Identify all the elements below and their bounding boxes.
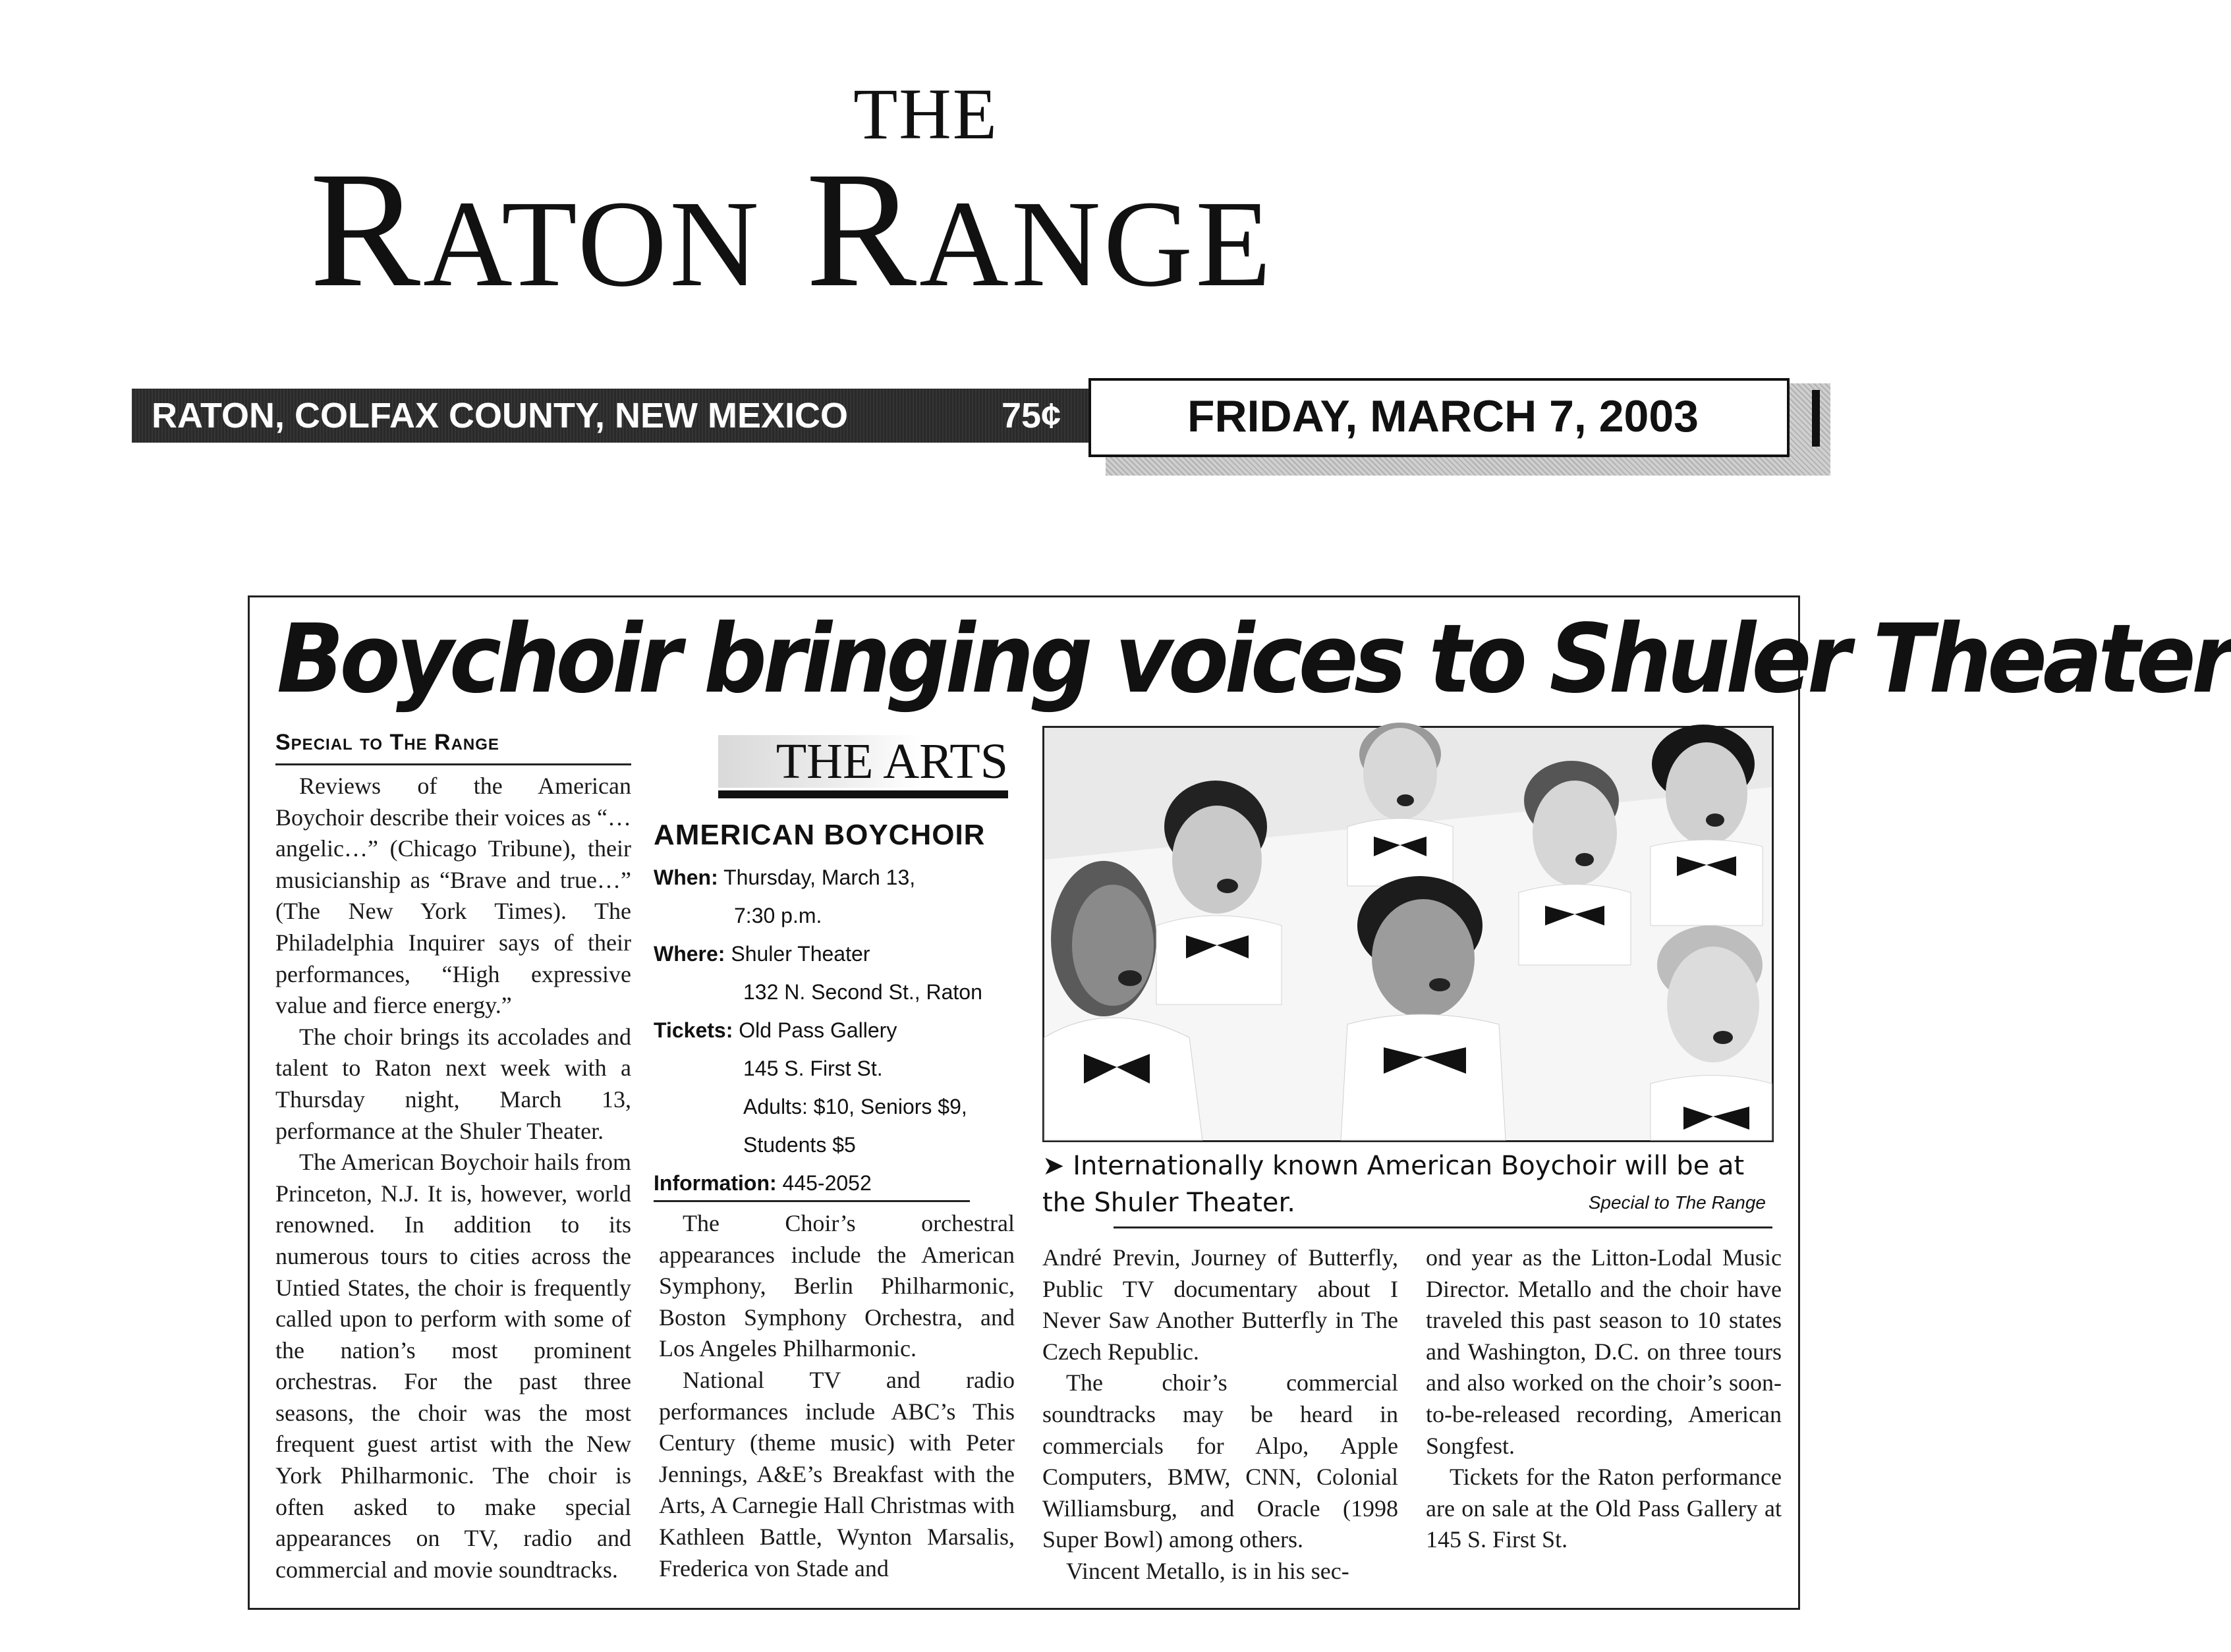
masthead-r1: R xyxy=(310,137,424,321)
article-headline: Boychoir bringing voices to Shuler Theater xyxy=(277,603,2231,714)
article-column-4 xyxy=(1426,1242,1782,1556)
choir-photo-illustration xyxy=(1044,728,1772,1140)
when-line xyxy=(654,864,915,891)
caption-text: Internationally known American Boychoir will be at the Shuler Theater. xyxy=(1042,1151,1745,1218)
paragraph: The Choir’s orchestral appearances include the American Symphony, Berlin Philharmonic, Boston Symphony Orchestra, and Los Angeles Philharmonic. xyxy=(659,1210,1015,1362)
photo-credit: Special to The Range xyxy=(1588,1192,1766,1213)
paragraph: ond year as the Litton-Lodal Music Director. Metallo and the choir have traveled this past season to 10 states and Washington, D.C. on three tours and also worked on the choir’s soon-to-be-released recording, American Songfest. xyxy=(1426,1244,1782,1459)
tickets-label: Tickets: xyxy=(654,1018,733,1042)
paragraph: National TV and radio performances include ABC’s This Century (theme music) with Peter Jennings, A&E’s Breakfast with the Arts, A Carnegie Hall Christmas with Kathleen Battle, Wynton Marsalis, Frederica von Stade and xyxy=(659,1366,1015,1582)
when-time: 7:30 p.m. xyxy=(734,904,822,927)
where-venue: Shuler Theater xyxy=(731,942,870,966)
choir-photo xyxy=(1042,726,1774,1142)
information-line xyxy=(654,1170,872,1196)
article-byline xyxy=(275,728,631,765)
byline-text: Special to The Range xyxy=(275,730,499,755)
paragraph: Reviews of the American Boychoir describe their voices as “…angelic…” (Chicago Tribune), their musicianship as “Brave and true…” (The New York Times). The Philadelphia Inquirer says of their performances, “High expressive value and fierce energy.” xyxy=(275,773,631,1019)
tickets-students: Students $5 xyxy=(743,1133,856,1157)
article-column-1 xyxy=(275,771,631,1585)
tickets-line xyxy=(654,1017,897,1043)
article-column-3 xyxy=(1042,1242,1398,1587)
caption-rule xyxy=(1114,1226,1772,1228)
tickets-prices: Adults: $10, Seniors $9, xyxy=(743,1095,967,1118)
masthead-r2: R xyxy=(806,137,920,321)
masthead-word2: ANGE xyxy=(919,175,1274,312)
where-line xyxy=(654,941,870,967)
issue-date: FRIDAY, MARCH 7, 2003 xyxy=(1187,391,1699,441)
event-title: AMERICAN BOYCHOIR xyxy=(654,819,986,851)
information-label: Information: xyxy=(654,1171,777,1195)
when-label: When: xyxy=(654,866,718,889)
information-phone: 445-2052 xyxy=(782,1171,872,1195)
paragraph: The choir brings its accolades and talent to Raton next week with a Thursday night, March 13, performance at the Shuler Theater. xyxy=(275,1023,631,1144)
arts-rule xyxy=(718,790,1008,798)
price-text: 75¢ xyxy=(1002,396,1061,435)
where-address: 132 N. Second St., Raton xyxy=(743,980,982,1004)
masthead-the: THE xyxy=(853,74,998,154)
arts-section-label: THE ARTS xyxy=(718,735,1008,788)
when-date: Thursday, March 13, xyxy=(723,866,916,889)
caption-arrow-icon: ➤ xyxy=(1042,1151,1065,1181)
where-label: Where: xyxy=(654,942,725,966)
paragraph: André Previn, Journey of Butterfly, Public TV documentary about I Never Saw Another Butterfly in The Czech Republic. xyxy=(1042,1244,1398,1365)
paragraph: The choir’s commercial soundtracks may be heard in commercials for Alpo, Apple Computers, BMW, CNN, Colonial Williamsburg, and Oracle (1998 Super Bowl) among others. xyxy=(1042,1369,1398,1553)
tickets-address: 145 S. First St. xyxy=(743,1057,883,1080)
paragraph: Tickets for the Raton performance are on sale at the Old Pass Gallery at 145 S. First St. xyxy=(1426,1464,1782,1553)
paragraph: Vincent Metallo, is in his sec- xyxy=(1066,1557,1349,1584)
article-column-2 xyxy=(659,1208,1015,1584)
arts-box-bottom-rule xyxy=(654,1200,970,1202)
paragraph: The American Boychoir hails from Princeton, N.J. It is, however, world renowned. In addition to its numerous tours to cities across the Untied States, the choir is frequently called upon to perform with some of the nation’s most prominent orchestras. For the past three seasons, the choir was the most frequent guest artist with the New York Philharmonic. The choir is often asked to make special appearances on TV, radio and commercial and movie soundtracks. xyxy=(275,1149,631,1583)
date-tick-mark xyxy=(1812,390,1820,447)
masthead-word1: ATON xyxy=(423,175,762,312)
location-text: RATON, COLFAX COUNTY, NEW MEXICO xyxy=(152,396,849,435)
tickets-venue: Old Pass Gallery xyxy=(739,1018,897,1042)
masthead-title xyxy=(310,137,1720,321)
